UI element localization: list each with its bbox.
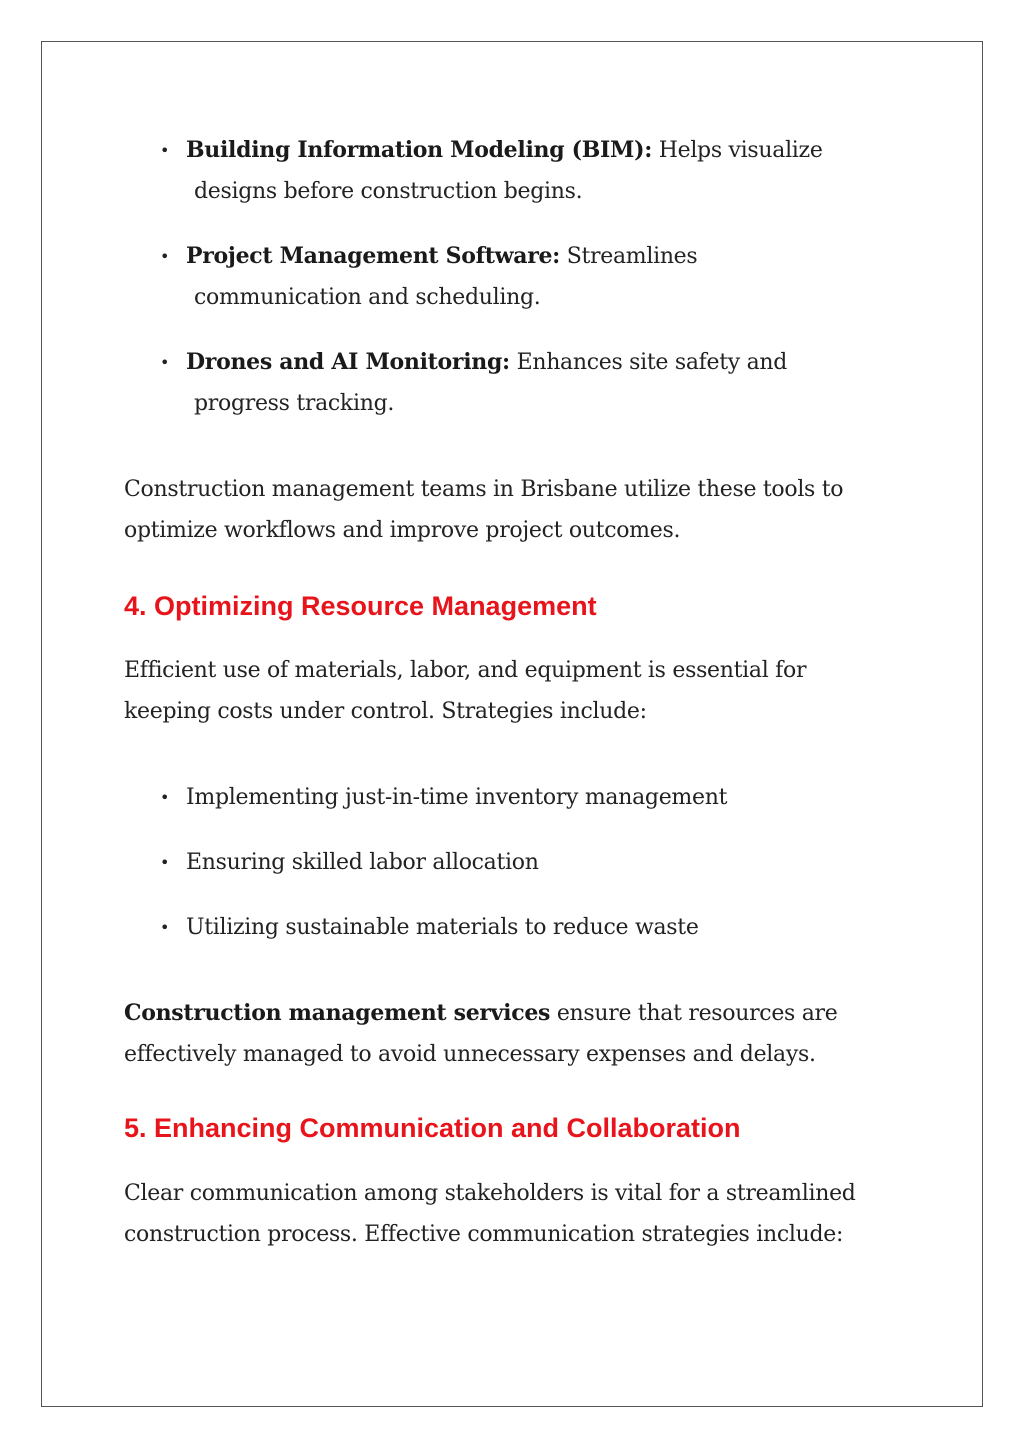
section-closing: Construction management services ensure that resources are effectively managed to avoid unnecessary expenses and delays.	[124, 1000, 838, 1067]
list-item-desc-cont: progress tracking.	[194, 391, 395, 416]
list-item-desc: Enhances site safety and	[516, 350, 788, 375]
tools-paragraph: Construction management teams in Brisbane utilize these tools to optimize workflows and improve project outcomes.	[124, 477, 844, 543]
bullet-icon: •	[160, 141, 170, 160]
section-heading: 4. Optimizing Resource Management	[124, 591, 597, 621]
section-intro: Efficient use of materials, labor, and equipment is essential for keeping costs under control. Strategies include:	[124, 658, 807, 724]
list-item-term: Project Management Software:	[186, 243, 561, 269]
bullet-icon: •	[160, 853, 170, 872]
list-item-label: Ensuring skilled labor allocation	[186, 850, 539, 875]
list-item-term: Drones and AI Monitoring:	[186, 349, 510, 375]
list-item-desc: Streamlines	[566, 244, 698, 269]
list-item-label: Implementing just-in-time inventory management	[186, 785, 728, 810]
bullet-icon: •	[160, 353, 170, 372]
bold-phrase: Construction management services	[124, 1000, 551, 1026]
list-item-desc-cont: communication and scheduling.	[194, 285, 541, 310]
list-item-desc-cont: designs before construction begins.	[194, 179, 583, 204]
list-item-label: Utilizing sustainable materials to reduce waste	[186, 915, 699, 940]
bullet-icon: •	[160, 247, 170, 266]
list-item-term: Building Information Modeling (BIM):	[186, 137, 653, 163]
bullet-icon: •	[160, 788, 170, 807]
bullet-icon: •	[160, 918, 170, 937]
section-heading: 5. Enhancing Communication and Collaboration	[124, 1113, 741, 1143]
list-item-desc: Helps visualize	[658, 138, 823, 163]
section-intro: Clear communication among stakeholders is vital for a streamlined construction process. Effective communication strategies include:	[124, 1181, 856, 1247]
